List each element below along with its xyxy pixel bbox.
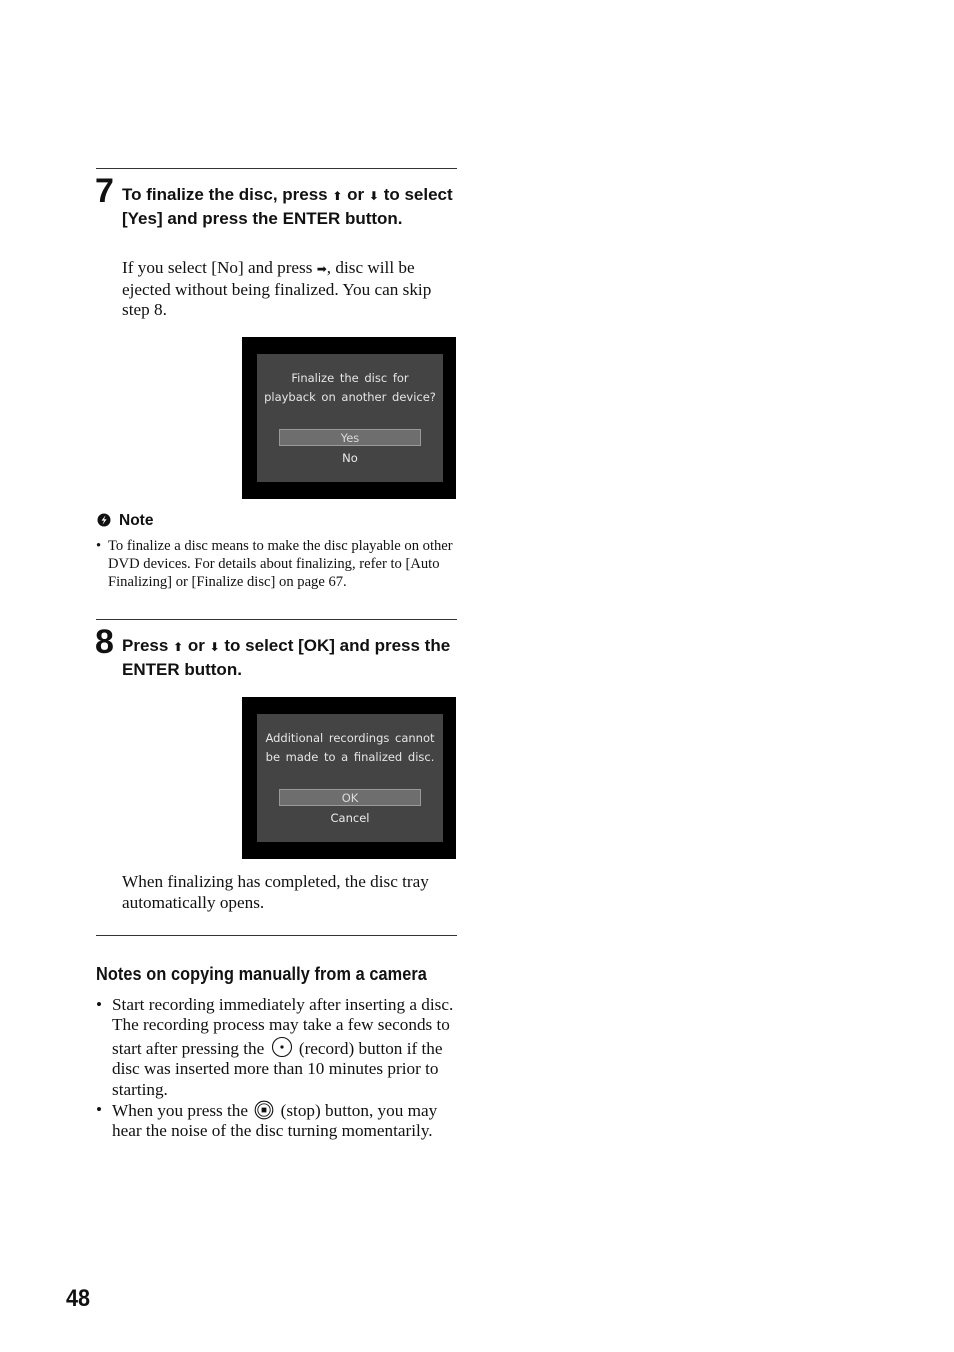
step-title [122,184,462,230]
step-description-part: If you select [No] and press [122,258,313,277]
step-title-part: to select [Yes] and press the ENTER button. [122,185,453,228]
step-description [122,258,462,321]
step-result-text: When finalizing has completed, the disc tray automatically opens. [122,872,429,912]
arrow-down-icon: ⬇ [209,640,220,654]
screen-capture [242,697,456,859]
step-title-part: or [347,185,365,204]
note-list [96,537,456,591]
page-number: 48 [66,1285,91,1312]
record-button-icon [271,1036,293,1058]
step-title-part: or [187,636,205,655]
finalized-message-dialog [257,714,443,842]
list-item-text: Start recording immediately after inserting a disc. The recording process may take a few seconds to start after pressing the [112,995,454,1058]
list-item-text: (record) button if the disc was inserted more than 10 minutes prior to starting. [112,1038,443,1099]
screen-capture [242,337,456,499]
arrow-down-icon: ⬇ [368,189,379,203]
dialog-message [257,729,443,767]
step-title-part: to select [OK] and press the ENTER button. [122,636,451,679]
section-rule [96,935,457,936]
finalize-dialog [257,354,443,482]
dialog-message-line: playback on another device? [264,390,436,404]
list-item [96,995,458,1100]
list-item [96,1100,458,1142]
dialog-message-line: Finalize the disc for [291,371,409,385]
dialog-option: Cancel [330,811,370,825]
section-title: Notes on copying manually from a camera [96,963,427,984]
dialog-option: No [342,451,358,465]
notes-list [96,995,458,1142]
dialog-message-line: Additional recordings cannot [265,731,435,745]
note-heading-text: Note [119,512,154,529]
step-number: 7 [95,172,114,210]
dialog-message-line: be made to a finalized disc. [265,750,435,764]
step-title-part: Press [122,636,169,655]
list-item-text: (stop) button, you may hear the noise of the disc turning momentarily. [112,1101,438,1141]
step-title [122,635,462,681]
section-rule [96,168,457,169]
dialog-message [257,369,443,407]
stop-button-icon [254,1100,274,1120]
step-number: 8 [95,623,114,661]
step-title-part: To finalize the disc, press [122,185,328,204]
note-icon [97,513,111,527]
dialog-option-selected: OK [279,789,421,806]
arrow-up-icon: ⬆ [173,640,184,654]
step-description-part: , disc will be ejected without being finalized. You can skip step 8. [122,258,432,319]
note-heading [97,512,153,530]
arrow-right-icon: ➡ [316,262,327,276]
dialog-option-selected: Yes [279,429,421,446]
arrow-up-icon: ⬆ [332,189,343,203]
list-item-text: When you press the [112,1101,249,1121]
section-rule [96,619,457,620]
list-item: • To finalize a disc means to make the disc playable on other DVD devices. For details about finalizing, refer to [Auto Finalizing] or [Finalize disc] on page 67. [96,537,456,591]
